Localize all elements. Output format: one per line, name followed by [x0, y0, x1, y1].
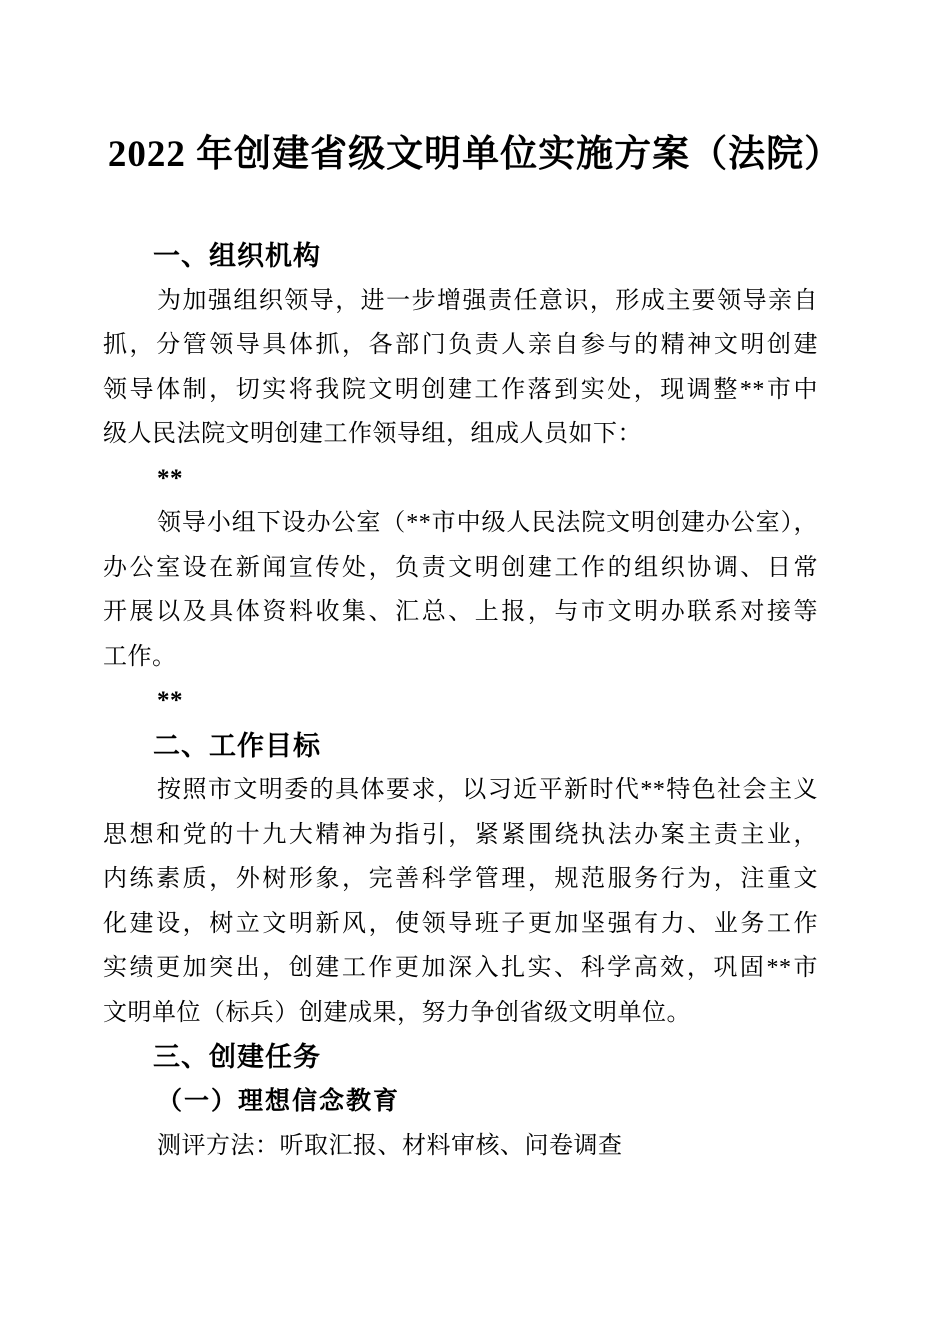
section-heading: 一、组织机构 [153, 241, 321, 271]
body-line: 按照市文明委的具体要求，以习近平新时代**特色社会主义 [157, 777, 818, 803]
body-line: 领导体制，切实将我院文明创建工作落到实处，现调整**市中 [103, 376, 818, 403]
body-line: 级人民法院文明创建工作领导组，组成人员如下： [103, 421, 642, 447]
body-line: 化建设，树立文明新风，使领导班子更加坚强有力、业务工作 [103, 910, 818, 937]
body-line: 测评方法：听取汇报、材料审核、问卷调查 [157, 1133, 623, 1159]
document-body [103, 234, 818, 1169]
body-line: 工作。 [103, 643, 177, 670]
body-line: 开展以及具体资料收集、汇总、上报，与市文明办联系对接等 [103, 599, 818, 625]
redaction-marker: ** [157, 687, 183, 714]
sub-heading: （一）理想信念教育 [157, 1087, 401, 1115]
body-line: 实绩更加突出，创建工作更加深入扎实、科学高效，巩固**市 [103, 955, 818, 981]
section-heading: 三、创建任务 [153, 1042, 321, 1072]
body-line: 内练素质，外树形象，完善科学管理，规范服务行为，注重文 [103, 866, 818, 892]
body-line: 抓，分管领导具体抓，各部门负责人亲自参与的精神文明创建 [103, 332, 818, 358]
redaction-marker: ** [157, 464, 183, 492]
body-line: 为加强组织领导，进一步增强责任意识，形成主要领导亲自 [157, 287, 818, 314]
document-title: 2022 年创建省级文明单位实施方案（法院） [107, 134, 843, 175]
section-heading: 二、工作目标 [153, 730, 321, 761]
body-line: 领导小组下设办公室（**市中级人民法院文明创建办公室）， [157, 510, 818, 536]
body-line: 思想和党的十九大精神为指引，紧紧围绕执法办案主责主业， [103, 821, 818, 848]
body-line: 办公室设在新闻宣传处，负责文明创建工作的组织协调、日常 [103, 554, 818, 581]
body-line: 文明单位（标兵）创建成果，努力争创省级文明单位。 [103, 999, 691, 1026]
